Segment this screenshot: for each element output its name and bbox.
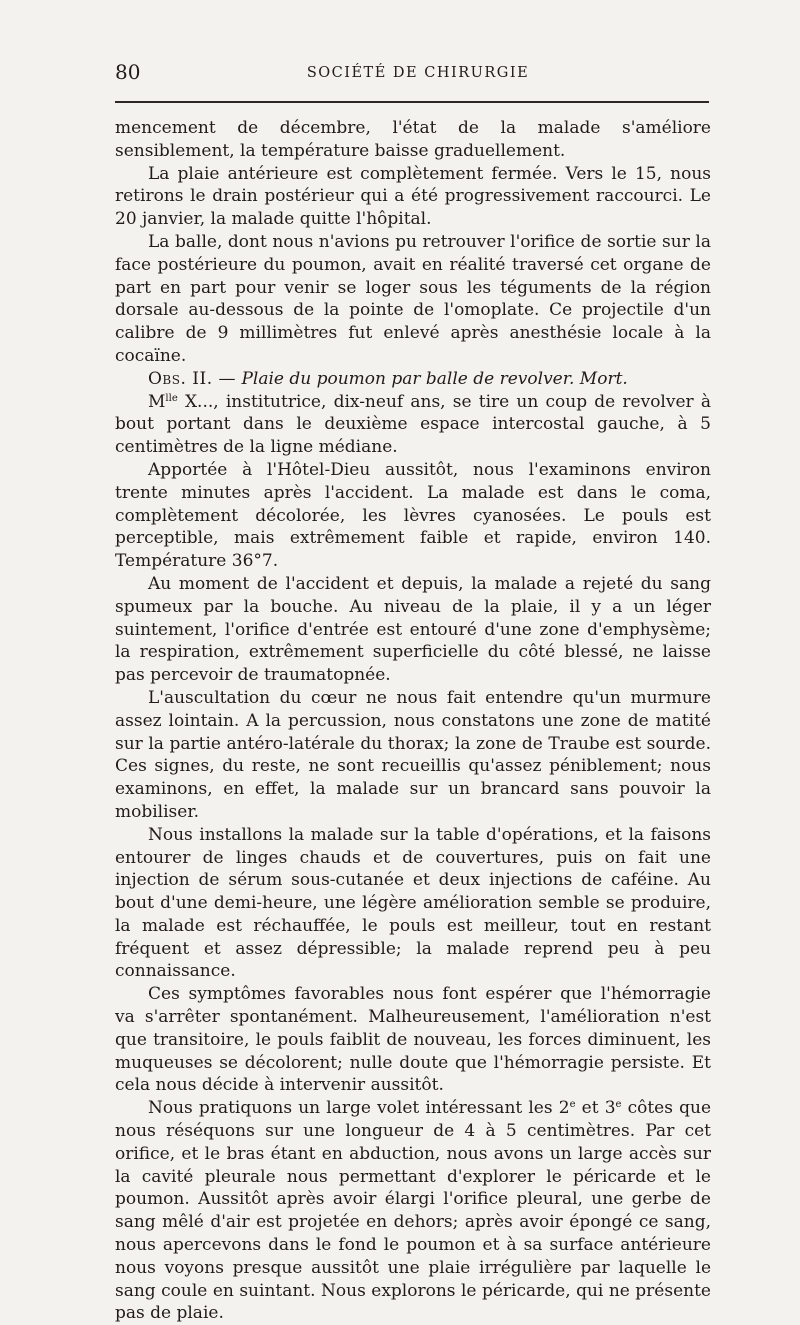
operation-text-b: et 3 [575, 1098, 616, 1119]
body-text [115, 117, 711, 1325]
paragraph-continuation: mencement de décembre, l'état de la malade s'améliore sensiblement, la température baisse graduellement. [115, 118, 711, 161]
page-header [113, 60, 709, 88]
operation-text-c: côtes que nous réséquons sur une longueur de 4 à 5 centimètres. Par cet orifice, et le bras étant en abduction, nous avons un large accès sur la cavité pleurale nous permettant d'explorer le péricarde et le poumon. Aussitôt après avoir élargi l'orifice pleural, une gerbe de sang mêlé d'air est projetée en dehors; après avoir épongé ce sang, nous apercevons dans le fond le poumon et à sa surface antérieure nous voyons presque aussitôt une plaie irrégulière par laquelle le sang coule en suintant. Nous explorons le péricarde, qui ne présente pas de plaie. [115, 1098, 712, 1324]
paragraph-patient [115, 391, 711, 459]
patient-description: X..., institutrice, dix-neuf ans, se tire un coup de revolver à bout portant dans le deuxième espace intercostal gauche, à 5 centimètres de la ligne médiane. [115, 391, 711, 458]
patient-title-superscript: lle [165, 392, 178, 404]
paragraph-admission: Apportée à l'Hôtel-Dieu aussitôt, nous l'examinons environ trente minutes après l'accident. La malade est dans le coma, complètement décolorée, les lèvres cyanosées. Le pouls est perceptible, mais extrêmement faible et rapide, environ 140. Température 36°7. [115, 459, 711, 572]
paragraph-auscultation: L'auscultation du cœur ne nous fait entendre qu'un murmure assez lointain. A la percussion, nous constatons une zone de matité sur la partie antéro-latérale du thorax; la zone de Traube est sourde. Ces signes, du reste, ne sont recueillis qu'assez péniblement; nous examinons, en effet, la malade sur un brancard sans pouvoir la mobiliser. [115, 687, 711, 822]
patient-title-prefix: M [148, 391, 166, 412]
paragraph-symptoms: Au moment de l'accident et depuis, la malade a rejeté du sang spumeux par la bouche. Au niveau de la plaie, il y a un léger suintement, l'orifice d'entrée est entouré d'une zone d'emphysème; la respiration, extrêmement superficielle du côté blessé, ne laisse pas percevoir de traumatopnée. [115, 573, 711, 686]
running-title: SOCIÉTÉ DE CHIRURGIE [306, 65, 530, 81]
observation-label: Obs. II. — [148, 368, 237, 389]
header-rule [115, 101, 709, 103]
rib-superscript-1: e [569, 1099, 576, 1111]
paragraph-bullet: La balle, dont nous n'avions pu retrouver l'orifice de sortie sur la face postérieure du poumon, avait en réalité traversé cet organe de part en part pour venir se loger sous les téguments de la région dorsale au-dessous de la pointe de l'omoplate. Ce projectile d'un calibre de 9 millimètres fut enlevé après anesthésie locale à la cocaïne. [115, 231, 711, 366]
observation-heading [115, 368, 711, 391]
paragraph-operation [115, 1097, 711, 1325]
paragraph-wound-closed: La plaie antérieure est complètement fermée. Vers le 15, nous retirons le drain postérieur qui a été progressivement raccourci. Le 20 janvier, la malade quitte l'hôpital. [115, 163, 711, 230]
paragraph-treatment: Nous installons la malade sur la table d'opérations, et la faisons entourer de linges chauds et de couvertures, puis on fait une injection de sérum sous-cutanée et deux injections de caféine. Au bout d'une demi-heure, une légère amélioration semble se produire, la malade est réchauffée, le pouls est meilleur, tout en restant fréquent et assez dépressible; la malade reprend peu à peu connaissance. [115, 824, 711, 982]
page-number: 80 [115, 60, 141, 84]
operation-text-a: Nous pratiquons un large volet intéressant les 2 [148, 1098, 570, 1119]
observation-title: Plaie du poumon par balle de revolver. Mort. [241, 368, 628, 389]
rib-superscript-2: e [615, 1099, 622, 1111]
paragraph-hemorrhage: Ces symptômes favorables nous font espérer que l'hémorragie va s'arrêter spontanément. Malheureusement, l'amélioration n'est que transitoire, le pouls faiblit de nouveau, les forces diminuent, les muqueuses se décolorent; nulle doute que l'hémorragie persiste. Et cela nous décide à intervenir aussitôt. [115, 984, 711, 1096]
